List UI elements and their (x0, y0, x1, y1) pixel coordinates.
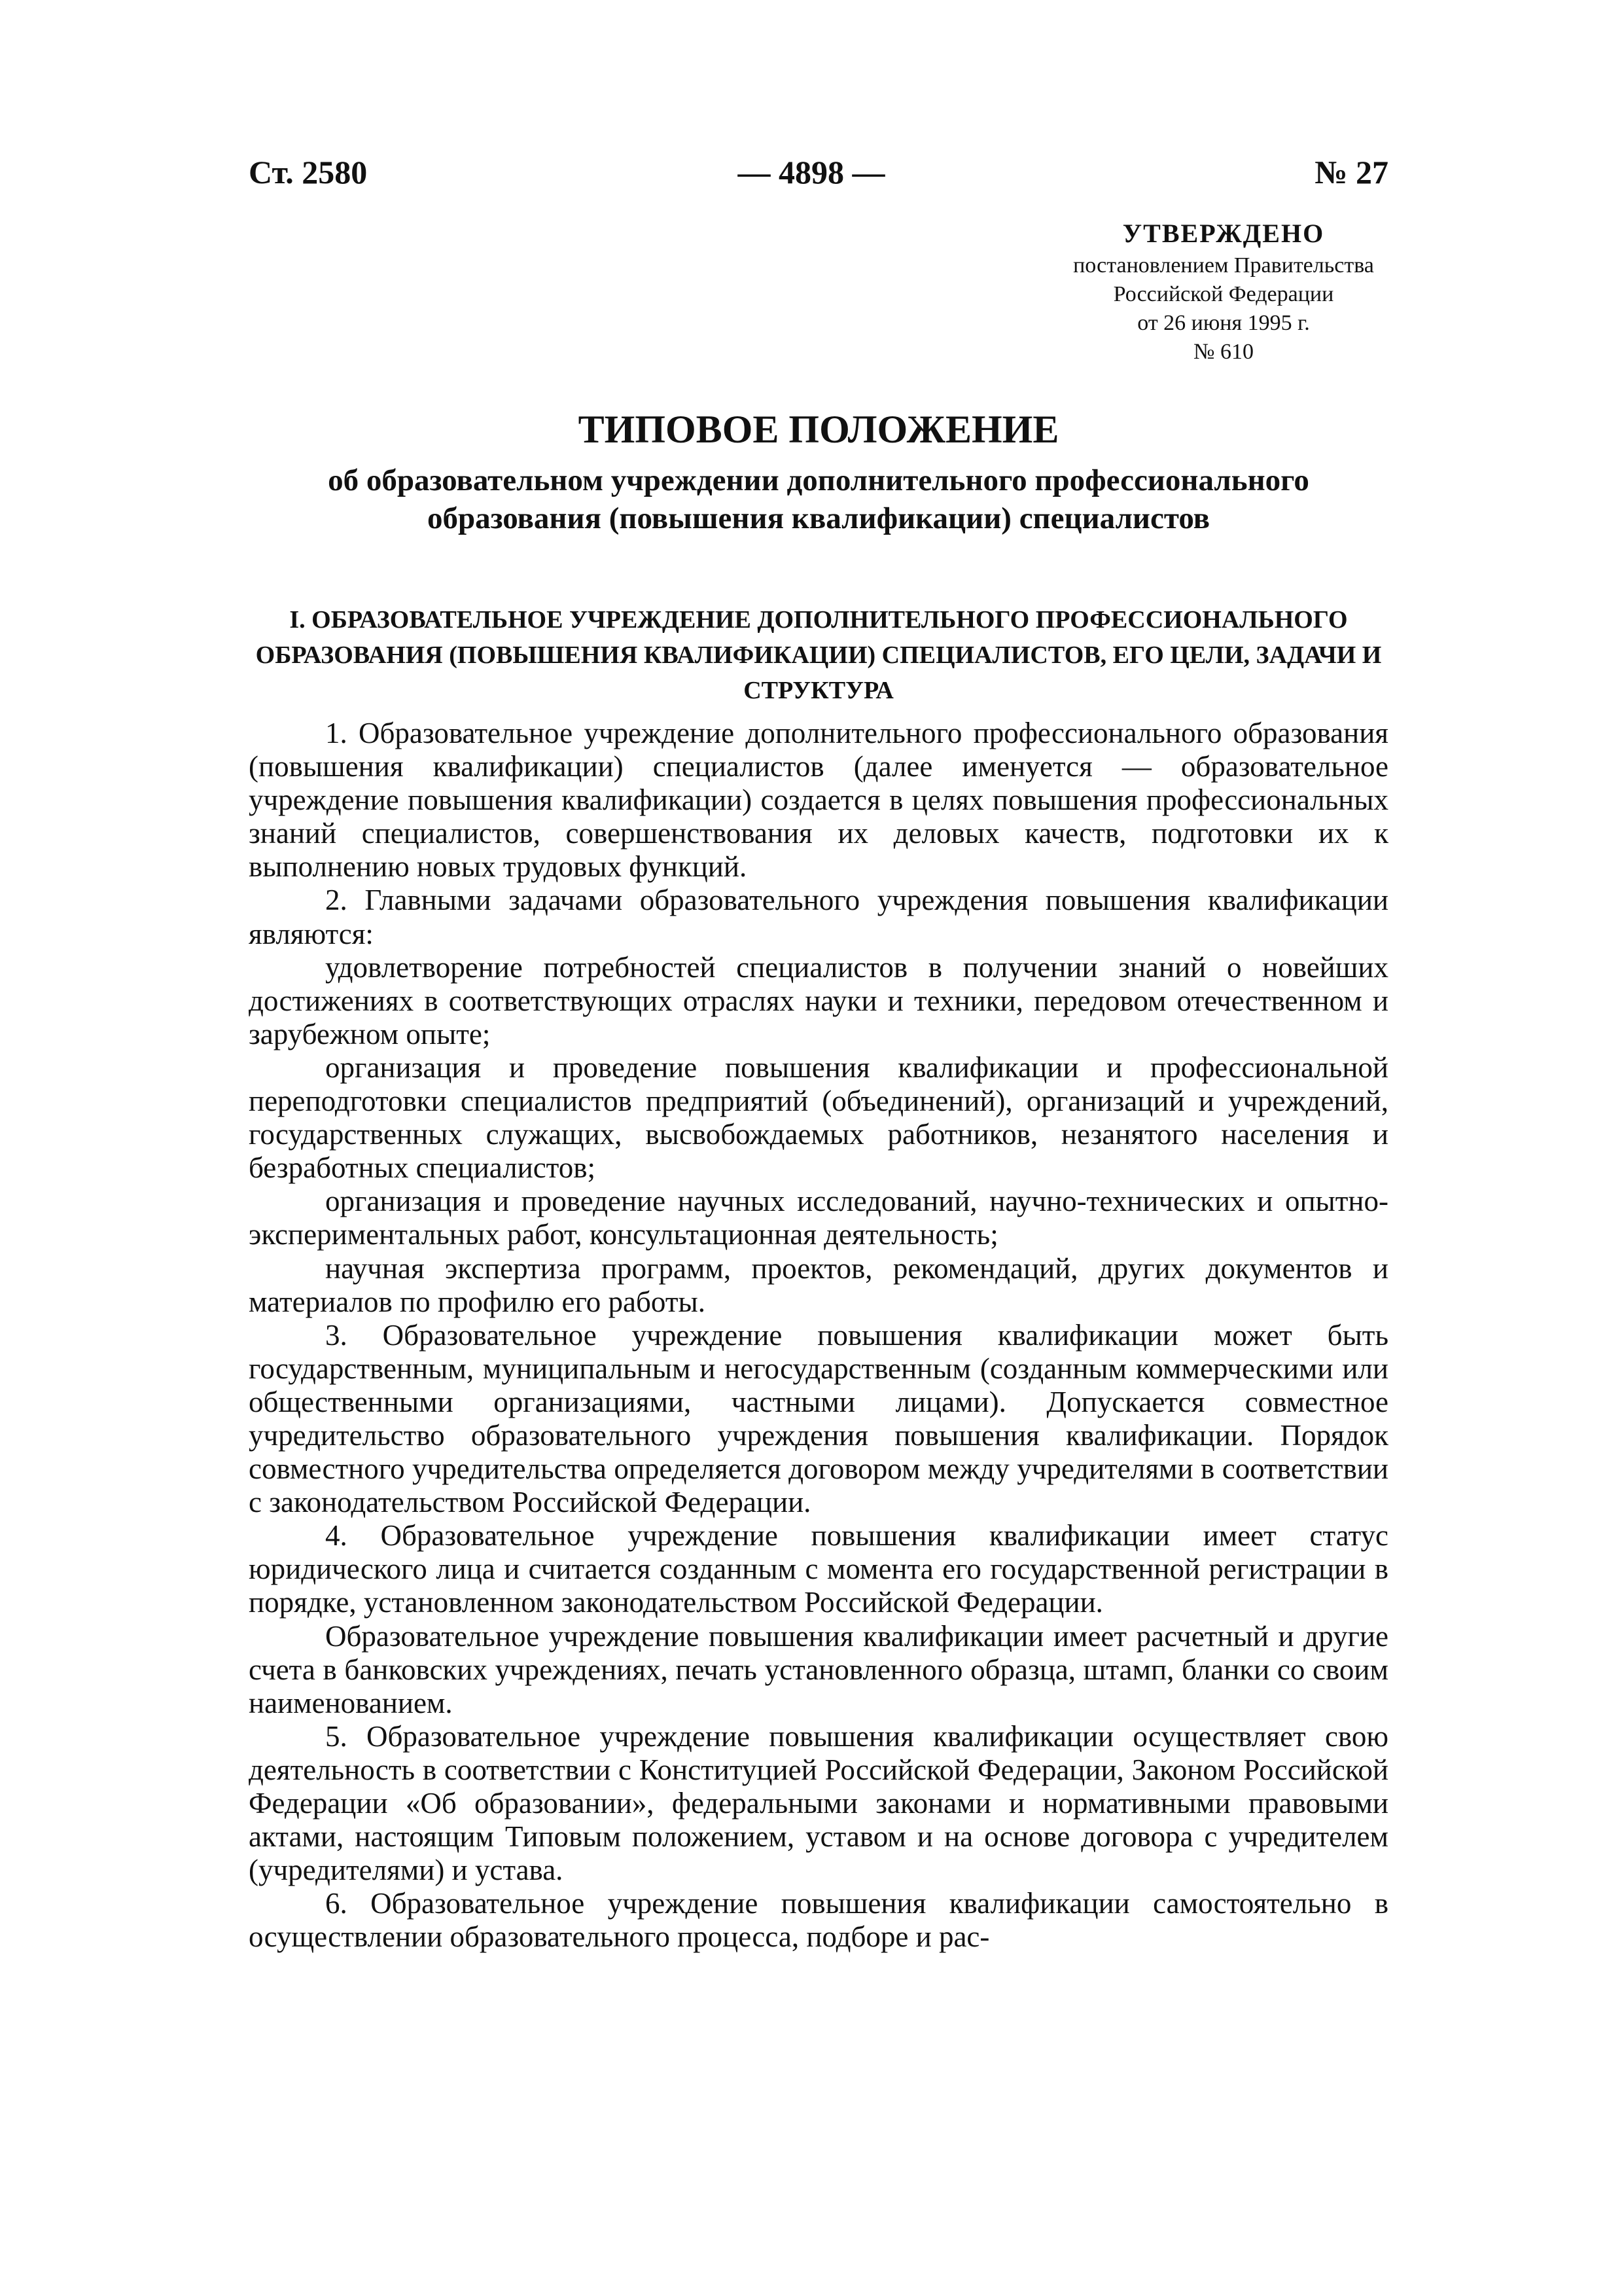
paragraph: 1. Образовательное учреждение дополнительного профессионального образования (повышения квалификации) специалистов (далее именуется — образовательное учреждение повышения квалификации) создается в целях повышения профессиональных знаний специалистов, совершенствования их деловых качеств, подготовки их к выполнению новых трудовых функций. (249, 717, 1388, 884)
document-title: ТИПОВОЕ ПОЛОЖЕНИЕ (578, 408, 1059, 451)
page-article-number: Ст. 2580 (249, 154, 368, 190)
approval-line: Российской Федерации (1113, 282, 1334, 306)
approval-line: № 610 (1193, 340, 1254, 364)
paragraph: научная экспертиза программ, проектов, рекомендаций, других документов и материалов по профилю его работы. (249, 1251, 1388, 1318)
section-heading: I. ОБРАЗОВАТЕЛЬНОЕ УЧРЕЖДЕНИЕ ДОПОЛНИТЕЛЬНОГО ПРОФЕССИОНАЛЬНОГО ОБРАЗОВАНИЯ (ПОВЫШЕНИЯ КВАЛИФИКАЦИИ) СПЕЦИАЛИСТОВ, ЕГО ЦЕЛИ, ЗАДАЧИ И СТРУКТУРА (255, 606, 1382, 704)
document-subtitle: об образовательном учреждении дополнительного профессионального образования (повышения квалификации) специалистов (328, 463, 1309, 535)
approval-title: УТВЕРЖДЕНО (1122, 219, 1325, 248)
approval-line: от 26 июня 1995 г. (1137, 311, 1310, 335)
issue-number: № 27 (1315, 154, 1388, 190)
paragraph: 6. Образовательное учреждение повышения квалификации самостоятельно в осуществлении образовательного процесса, подборе и рас- (249, 1887, 1388, 1954)
document-body (249, 717, 1388, 1954)
paragraph: Образовательное учреждение повышения квалификации имеет расчетный и другие счета в банковских учреждениях, печать установленного образца, штамп, бланки со своим наименованием. (249, 1619, 1388, 1719)
approval-line: постановлением Правительства (1073, 253, 1374, 278)
paragraph: удовлетворение потребностей специалистов в получении знаний о новейших достижениях в соответствующих отраслях науки и техники, передовом отечественном и зарубежном опыте; (249, 950, 1388, 1050)
paragraph: 2. Главными задачами образовательного учреждения повышения квалификации являются: (249, 884, 1388, 950)
paragraph: 5. Образовательное учреждение повышения квалификации осуществляет свою деятельность в соответствии с Конституцией Российской Федерации, Законом Российской Федерации «Об образовании», федеральными законами и нормативными правовыми актами, настоящим Типовым положением, уставом и на основе договора с учредителем (учредителями) и устава. (249, 1719, 1388, 1887)
paragraph: 4. Образовательное учреждение повышения квалификации имеет статус юридического лица и считается созданным с момента его государственной регистрации в порядке, установленном законодательством Российской Федерации. (249, 1519, 1388, 1619)
paragraph: организация и проведение научных исследований, научно-технических и опытно-экспериментальных работ, консультационная деятельность; (249, 1185, 1388, 1251)
paragraph: 3. Образовательное учреждение повышения квалификации может быть государственным, муниципальным и негосударственным (созданным коммерческими или общественными организациями, частными лицами). Допускается совместное учредительство образовательного учреждения повышения квалификации. Порядок совместного учредительства определяется договором между учредителями в соответствии с законодательством Российской Федерации. (249, 1318, 1388, 1519)
approval-block (929, 216, 1518, 367)
paragraph: организация и проведение повышения квалификации и профессиональной переподготовки специалистов предприятий (объединений), организаций и учреждений, государственных служащих, высвобождаемых работников, незанятого населения и безработных специалистов; (249, 1050, 1388, 1185)
page-number: — 4898 — (737, 154, 885, 190)
